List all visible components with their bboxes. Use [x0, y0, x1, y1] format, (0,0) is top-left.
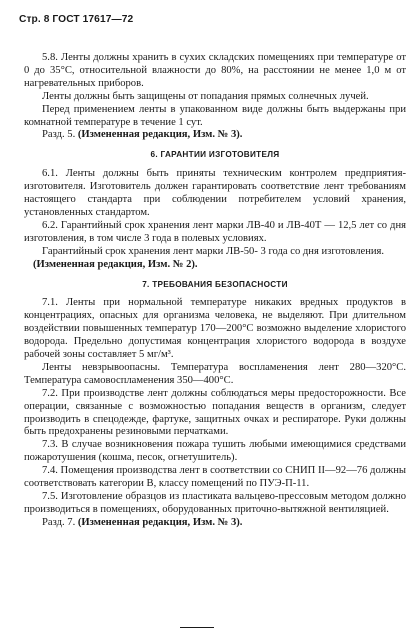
- document-body: [24, 52, 406, 530]
- paragraph-7-5: 7.5. Изготовление образцов из пластиката вальцево-прессовым методом должно производиться в помещениях, оборудованных приточно-вытяжной вентиляцией.: [24, 491, 406, 515]
- note-bold: (Измененная редакция, Изм. № 3).: [77, 129, 243, 141]
- paragraph-7-2: 7.2. При производстве лент должны соблюдаться меры предосторожности. Все операции, связанные с возможностью попадания веществ в организм, следует производить в спецодежде, фартуке, защитных очках и респираторе. Руки должны быть предохранены резиновыми перчатками.: [24, 387, 406, 438]
- paragraph-7-3: 7.3. В случае возникновения пожара тушить любыми имеющимися средствами пожаротушения (кошма, песок, огнетушитель).: [24, 439, 406, 464]
- note-prefix: Разд. 5.: [42, 129, 76, 141]
- paragraph-7-1: 7.1. Ленты при нормальной температуре никаких вредных продуктов в концентрациях, опасных для организма человека, не выделяют. При длительном воздействии повышенных температур 170—200°С возможно выделение хлористого водорода. Предельно допустимая концентрация хлористого водорода в воздухе рабочей зоны составляет 5 мг/м³.: [24, 297, 406, 361]
- paragraph-conditioning: Перед применением ленты в упакованном виде должны быть выдержаны при комнатной температуре в течение 1 сут.: [24, 103, 406, 128]
- section-heading-6: 6. ГАРАНТИИ ИЗГОТОВИТЕЛЯ: [150, 150, 280, 160]
- amendment-note-sec6: [24, 259, 406, 272]
- paragraph-flammability: Ленты невзрывоопасны. Температура воспламенения лент 280—320°С. Температура самовоспламенения 350—400°С.: [24, 361, 406, 386]
- note-bold: (Измененная редакция, Изм. № 3).: [77, 516, 243, 528]
- end-rule: [180, 627, 214, 628]
- paragraph-lv50: Гарантийный срок хранения лент марки ЛВ-50- 3 года со дня изготовления.: [42, 245, 385, 257]
- note-prefix: Разд. 7.: [42, 516, 76, 528]
- amendment-note-sec7: [24, 517, 406, 530]
- amendment-note-sec5: [24, 129, 406, 142]
- paragraph-sunlight: Ленты должны быть защищены от попадания прямых солнечных лучей.: [42, 90, 369, 102]
- note-bold: (Измененная редакция, Изм. № 2).: [33, 258, 198, 270]
- paragraph-6-2: 6.2. Гарантийный срок хранения лент марки ЛВ-40 и ЛВ-40Т — 12,5 лет со дня изготовления, в том числе 3 года в полевых условиях.: [24, 219, 406, 244]
- page-header: Стр. 8 ГОСТ 17617—72: [19, 14, 134, 25]
- paragraph-6-1: 6.1. Ленты должны быть приняты техническим контролем предприятия-изготовителя. Изготовитель должен гарантировать соответствие лент требованиям настоящего стандарта при соблюдении потребителем условий хранения, установленных стандартом.: [24, 168, 406, 218]
- paragraph-5-8: 5.8. Ленты должны хранить в сухих складских помещениях при температуре от 0 до 35°С, относительной влажности до 80%, на расстоянии не менее 1,0 м от нагревательных приборов.: [24, 52, 406, 89]
- section-heading-7: 7. ТРЕБОВАНИЯ БЕЗОПАСНОСТИ: [142, 279, 288, 289]
- paragraph-7-4: 7.4. Помещения производства лент в соответствии со СНИП II—92—76 должны соответствовать категории В, классу помещений по ПУЭ-П-11.: [24, 465, 406, 490]
